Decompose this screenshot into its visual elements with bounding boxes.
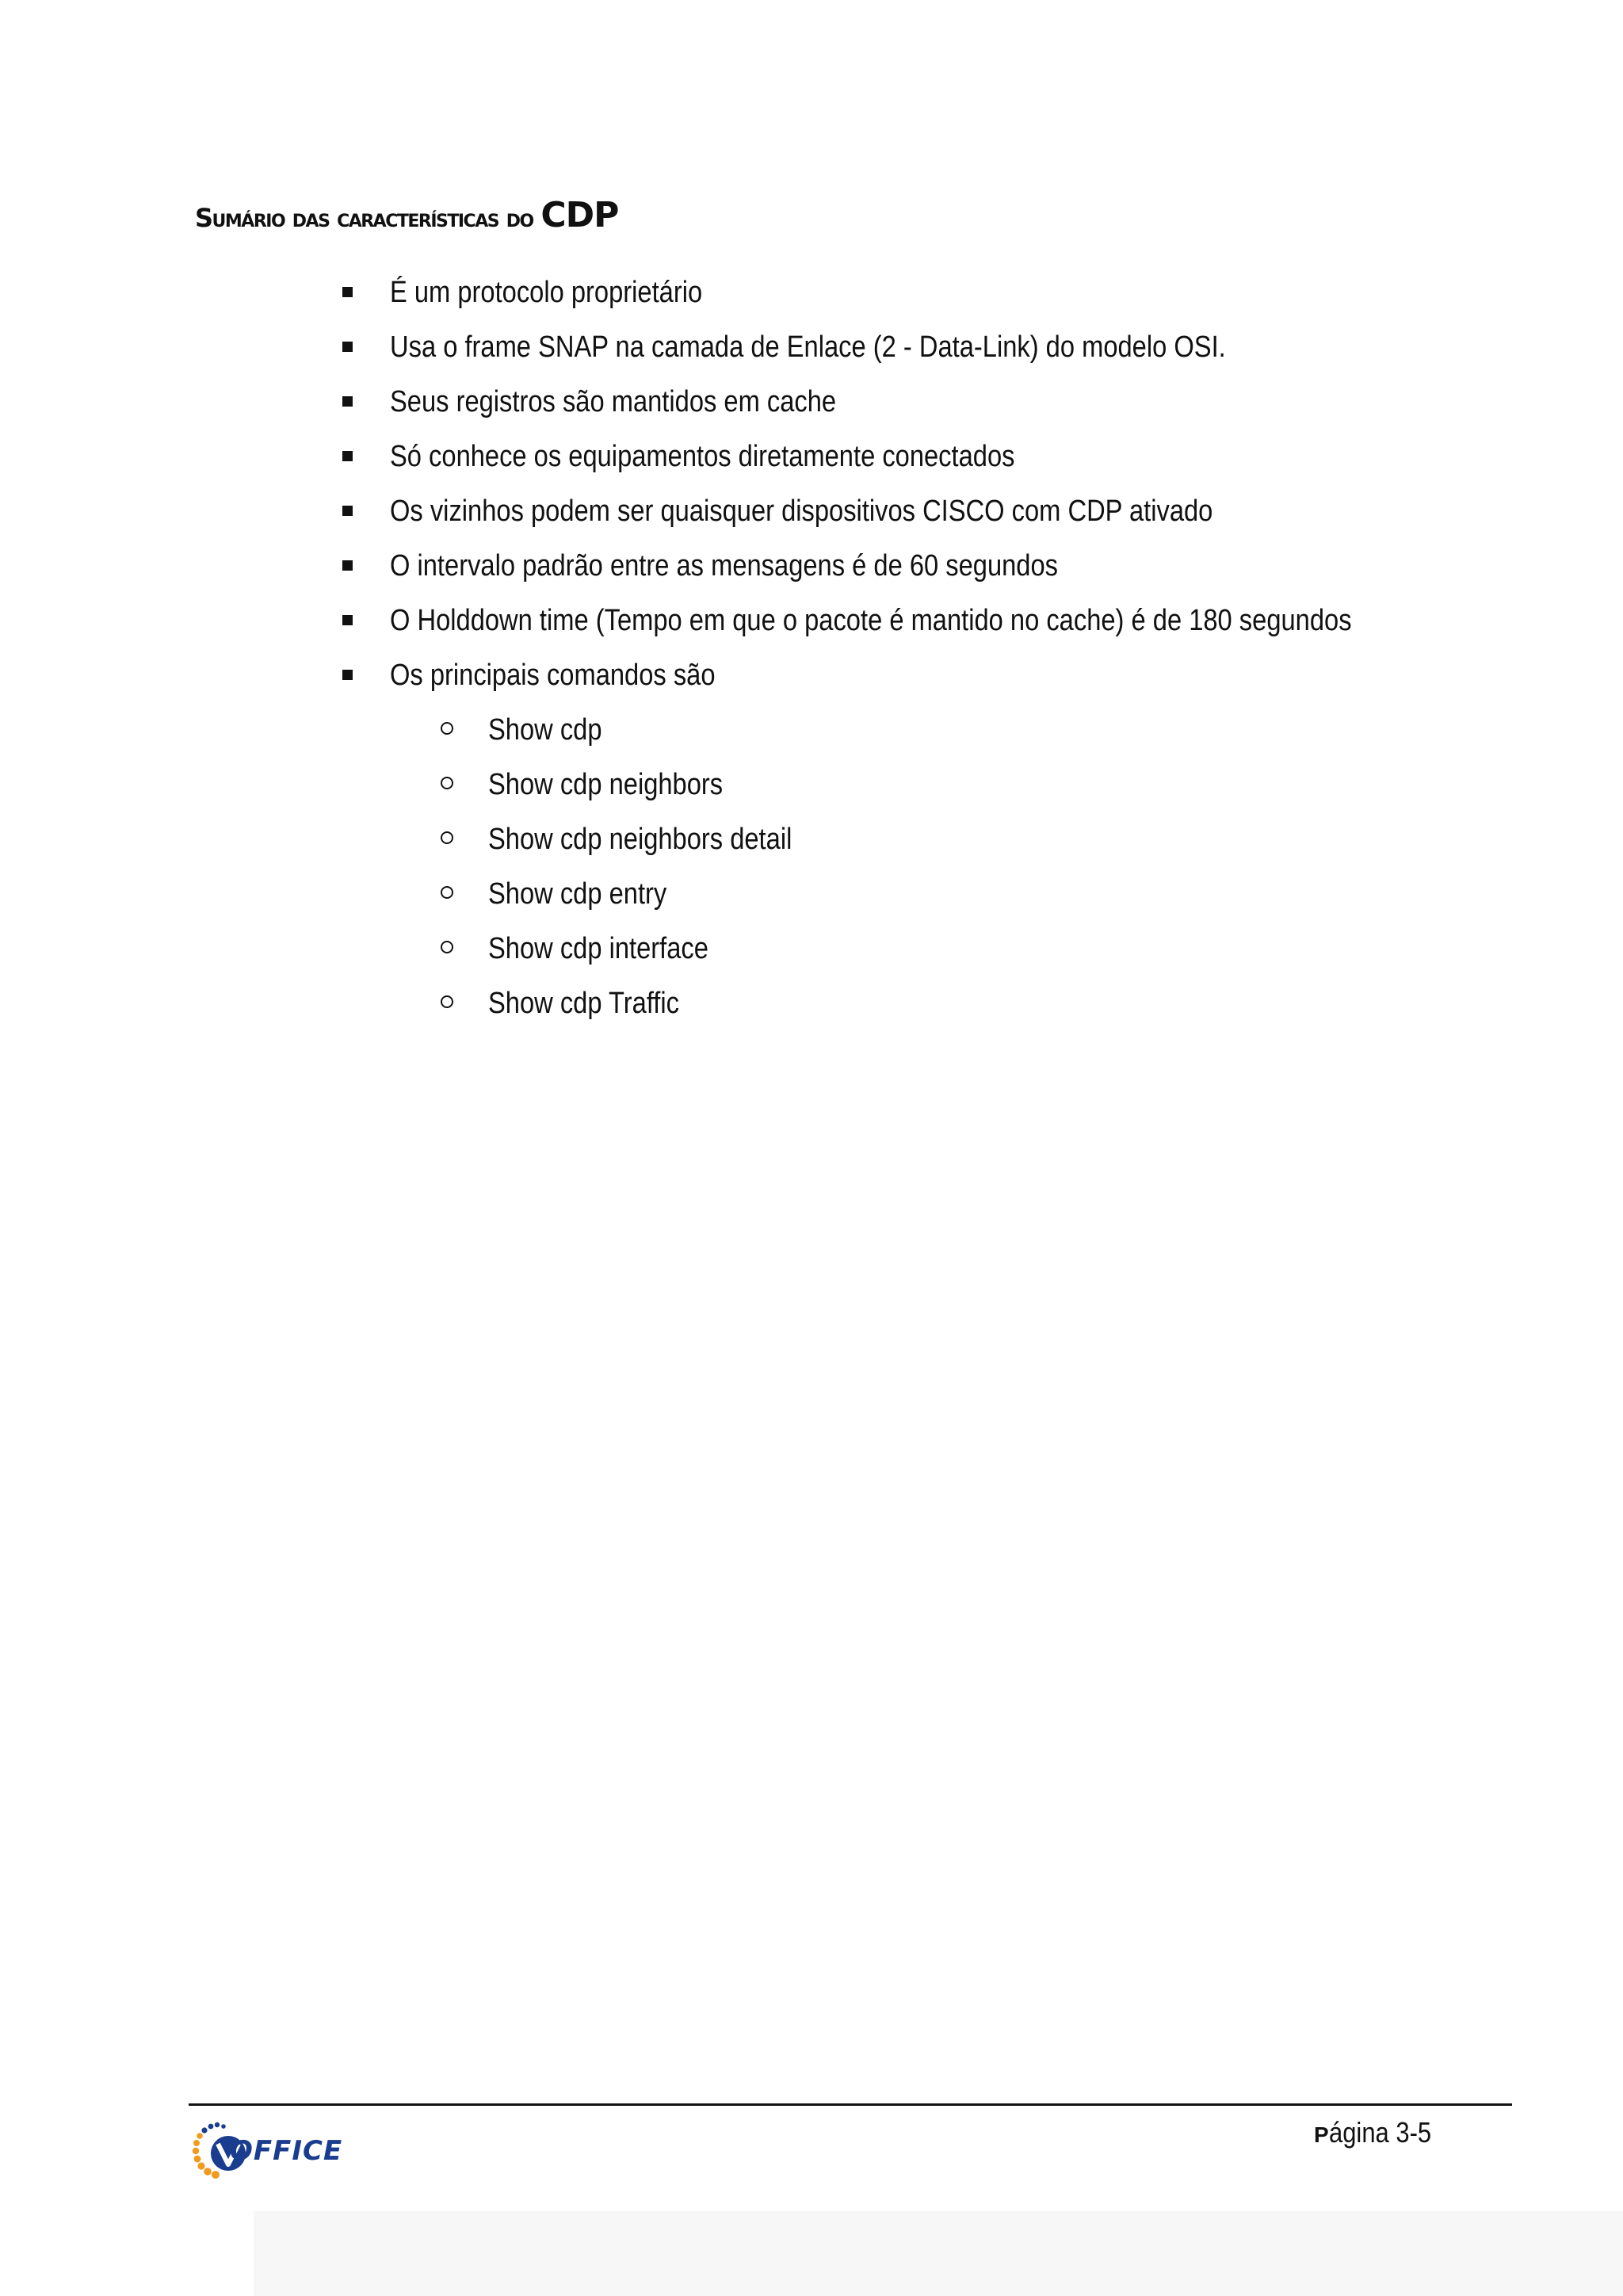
square-bullet-icon: [342, 506, 353, 516]
square-bullet-icon: [342, 560, 353, 571]
list-item-text: Show cdp interface: [488, 932, 708, 965]
circle-bullet-icon: [441, 831, 453, 844]
circle-bullet-icon: [441, 941, 453, 953]
list-item-text: O Holddown time (Tempo em que o pacote é mantido no cache) é de 180 segundos: [390, 604, 1352, 637]
square-bullet-icon: [342, 451, 353, 461]
circle-bullet-icon: [441, 777, 453, 789]
list-item-text: Os principais comandos são: [390, 659, 716, 692]
page-number-initial: P: [1314, 2122, 1329, 2147]
square-bullet-icon: [342, 287, 353, 297]
footer-divider: [189, 2103, 1512, 2106]
section-heading-text: Sumário das características do: [195, 203, 541, 233]
logo-wordmark: OFFICE: [230, 2135, 343, 2167]
list-item-text: Show cdp: [488, 713, 602, 747]
list-item-text: Usa o frame SNAP na camada de Enlace (2 - Data-Link) do modelo OSI.: [390, 330, 1226, 364]
list-item-text: Seus registros são mantidos em cache: [390, 385, 837, 418]
page-number: [1314, 2116, 1448, 2149]
page-number-label: ágina 3-5: [1328, 2116, 1431, 2149]
circle-bullet-icon: [441, 995, 453, 1008]
square-bullet-icon: [342, 670, 353, 680]
section-heading-acronym: CDP: [540, 195, 619, 235]
list-item-text: Show cdp entry: [488, 877, 667, 911]
list-item-text: Show cdp neighbors: [488, 768, 724, 801]
list-item-text: O intervalo padrão entre as mensagens é de 60 segundos: [390, 549, 1058, 583]
list-item-text: Os vizinhos podem ser quaisquer dispositivos CISCO com CDP ativado: [390, 495, 1213, 528]
page-bottom-shade: [254, 2211, 1623, 2296]
square-bullet-icon: [342, 342, 353, 352]
square-bullet-icon: [342, 396, 353, 407]
list-item-text: Show cdp neighbors detail: [488, 823, 792, 856]
square-bullet-icon: [342, 615, 353, 625]
circle-bullet-icon: [441, 722, 453, 735]
circle-bullet-icon: [441, 886, 453, 899]
list-item-text: Só conhece os equipamentos diretamente conectados: [390, 440, 1015, 473]
section-heading: [195, 195, 618, 235]
list-item-text: Show cdp Traffic: [488, 987, 679, 1020]
list-item-text: É um protocolo proprietário: [390, 276, 703, 309]
